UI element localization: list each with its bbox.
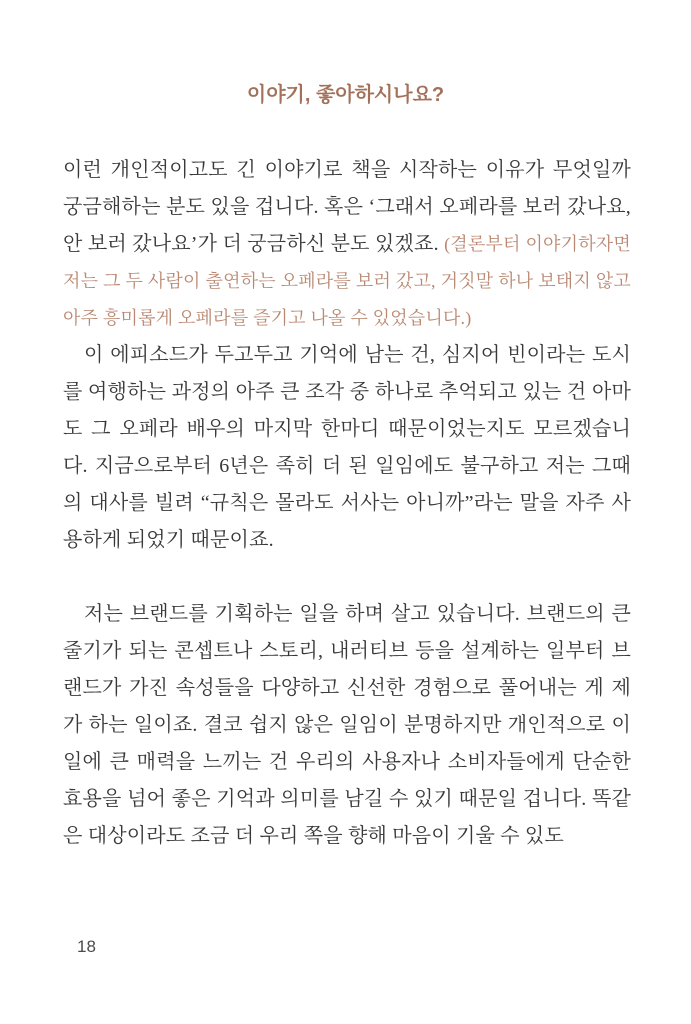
body-text (63, 152, 631, 855)
chapter-title: 이야기, 좋아하시나요? (246, 84, 445, 106)
paragraph-1-annotation-text: (결론부터 이야기하자면 저는 그 두 사람이 출연하는 오페라를 보러 갔고, 거짓말 하나 보태지 않고 아주 흥미롭게 오페라를 즐기고 나올 수 있었습니다.) (63, 234, 631, 328)
paragraph-3: 저는 브랜드를 기획하는 일을 하며 살고 있습니다. 브랜드의 큰 줄기가 되는 콘셉트나 스토리, 내러티브 등을 설계하는 일부터 브랜드가 가진 속성들을 다양하고 신선한 경험으로 풀어내는 게 제가 하는 일이죠. 결코 쉽지 않은 일임이 분명하지만 개인적으로 이 일에 큰 매력을 느끼는 건 우리의 사용자나 소비자들에게 단순한 효용을 넘어 좋은 기억과 의미를 남길 수 있기 때문일 겁니다. 똑같은 대상이라도 조금 더 우리 쪽을 향해 마음이 기울 수 있도 (63, 603, 631, 847)
paragraph-1-main-text: 이런 개인적이고도 긴 이야기로 책을 시작하는 이유가 무엇일까 궁금해하는 분도 있을 겁니다. 혹은 ‘그래서 오페라를 보러 갔나요, 안 보러 갔나요’가 더 궁금하신 분도 있겠죠. (63, 159, 631, 255)
page-number: 18 (77, 937, 96, 956)
paragraph-1 (63, 152, 631, 337)
paragraph-2: 이 에피소드가 두고두고 기억에 남는 건, 심지어 빈이라는 도시를 여행하는 과정의 아주 큰 조각 중 하나로 추억되고 있는 건 아마도 그 오페라 배우의 마지막 한마디 때문이었는지도 모르겠습니다. 지금으로부터 6년은 족히 더 된 일임에도 불구하고 저는 그때의 대사를 빌려 “규칙은 몰라도 서사는 아니까”라는 말을 자주 사용하게 되었기 때문이죠. (63, 344, 631, 551)
